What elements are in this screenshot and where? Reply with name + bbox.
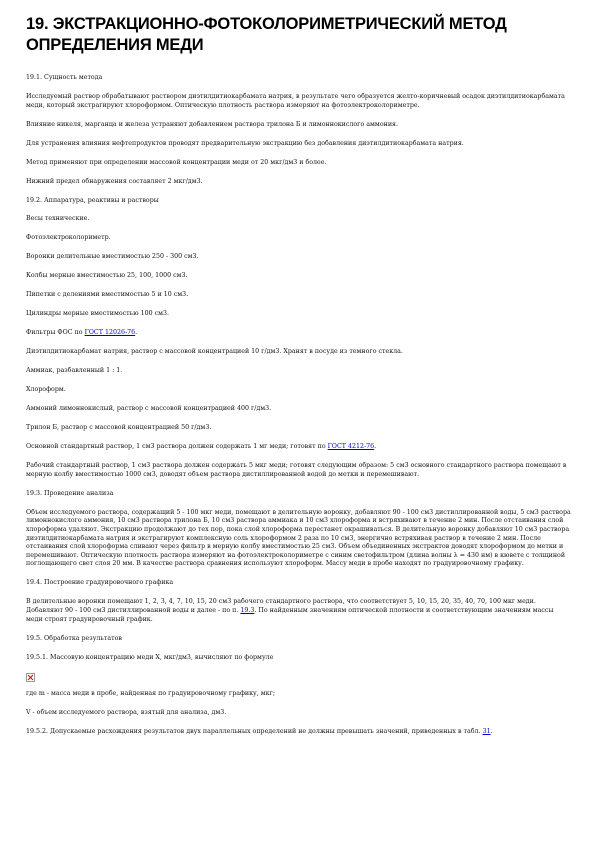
list-item: Аммоний лимоннокислый, раствор с массовой концентрацией 400 г/дм3. — [26, 405, 272, 413]
paragraph: Нижний предел обнаружения составляет 2 мкг/дм3. — [26, 177, 203, 185]
paragraph — [26, 598, 571, 624]
list-item: Колбы мерные вместимостью 25, 100, 1000 см3. — [26, 272, 188, 280]
list-item: Трилон Б, раствор с массовой концентрацией 50 г/дм3. — [26, 424, 212, 432]
list-item: Пипетки с делениями вместимостью 5 и 10 см3. — [26, 291, 189, 299]
document-body — [26, 74, 571, 747]
list-item — [26, 329, 571, 338]
paragraph: V - объем исследуемого раствора, взятый для анализа, дм3. — [26, 709, 227, 717]
section-heading-19-5: 19.5. Обработка результатов — [26, 634, 122, 642]
gost-12026-link[interactable]: ГОСТ 12026-76 — [84, 329, 136, 337]
paragraph — [26, 728, 571, 737]
paragraph: Для устранения влияния нефтепродуктов проводят предварительную экстракцию без добавления диэтилдитиокарбамата натрия. — [26, 139, 464, 147]
table-31-link[interactable]: 31 — [482, 728, 491, 736]
list-item: Аммиак, разбавленный 1 : 1. — [26, 367, 123, 375]
text: . — [135, 329, 138, 337]
paragraph: где m - масса меди в пробе, найденная по градуировочному графику, мкг; — [26, 690, 276, 698]
list-item: Воронки делительные вместимостью 250 - 300 см3. — [26, 253, 199, 261]
section-heading-19-3: 19.3. Проведение анализа — [26, 489, 114, 497]
text: Основной стандартный раствор, 1 см3 раствора должен содержать 1 мг меди; готовят по — [26, 443, 328, 451]
list-item — [26, 443, 571, 452]
list-item: Диэтилдитиокарбамат натрия, раствор с массовой концентрацией 10 г/дм3. Хранят в посуде из темного стекла. — [26, 348, 403, 356]
gost-4212-link[interactable]: ГОСТ 4212-76 — [327, 443, 375, 451]
page-title: 19. ЭКСТРАКЦИОННО-ФОТОКОЛОРИМЕТРИЧЕСКИЙ МЕТОД ОПРЕДЕЛЕНИЯ МЕДИ — [26, 15, 507, 54]
section-heading-19-4: 19.4. Построение градуировочного графика — [26, 579, 174, 587]
list-item: Цилиндры мерные вместимостью 100 см3. — [26, 310, 170, 318]
paragraph: Метод применяют при определении массовой концентрации меди от 20 мкг/дм3 и более. — [26, 158, 327, 166]
list-item: Весы технические. — [26, 215, 90, 223]
section-heading-19-2: 19.2. Аппаратура, реактивы и растворы — [26, 196, 159, 204]
text: Фильтры ФОС по — [26, 329, 85, 337]
list-item: Хлороформ. — [26, 386, 66, 394]
text: . — [374, 443, 377, 451]
section-heading-19-1: 19.1. Сущность метода — [26, 74, 103, 81]
text: В делительные воронки помещают 1, 2, 3, 4, 7, 10, 15, 20 см3 рабочего стандартного раствора, что соответствует 5, 10, 15, 20, 35, 40, 70, 100 мкг меди. Добавляют 90 - 100 см3 дистиллированной воды и далее - по п. — [26, 598, 536, 614]
broken-image-icon — [26, 673, 35, 682]
paragraph: Объем исследуемого раствора, содержащий 5 - 100 мкг меди, помещают в делительную воронку, добавляют 90 - 100 см3 дистиллированной воды, 5 см3 раствора лимоннокислого аммония, 10 см3 раствора трилона Б, 10 см3 раствора аммиака и 10 см3 хлороформа и встряхивают в течение 2 мин. После отстаивания слой хлороформа удаляют. Экстракцию продолжают до тех пор, пока слой хлороформа перестанет окрашиваться. В делительную воронку добавляют 10 см3 раствора диэтилдитиокарбамата натрия и экстрагируют комплексную соль хлороформом 2 раза по 10 см3, энергично встряхивая раствор в течение 2 мин. После отстаивания слой хлороформа сливают через фильтр в мерную колбу вместимостью 25 см3. Объем объединенных экстрактов доводят хлороформом до метки и перемешивают. Оптическую плотность раствора измеряют на фотоэлектроколориметре с синим светофильтром (длина волны λ = 430 нм) в кювете с толщиной поглощающего свет слоя 20 мм. В качестве раствора сравнения используют хлороформ. Массу меди в пробе находят по градуировочному графику. — [26, 508, 571, 568]
formula-image — [26, 673, 571, 683]
list-item: Фотоэлектроколориметр. — [26, 234, 111, 242]
paragraph: 19.5.1. Массовую концентрацию меди X, мкг/дм3, вычисляют по формуле — [26, 653, 274, 661]
section-19-3-link[interactable]: 19.3 — [240, 606, 255, 614]
text: . По найденным значениям оптической плотности и соответствующим значениям массы меди строят градуировочный график. — [26, 606, 554, 623]
paragraph: Рабочий стандартный раствор, 1 см3 раствора должен содержать 5 мкг меди; готовят следующим образом: 5 см3 основного стандартного раствора помещают в мерную колбу вместимостью 1000 см3, доводят объем раствора дистиллированной водой до метки и перемешивают. — [26, 462, 567, 478]
paragraph: Влияние никеля, марганца и железа устраняют добавлением раствора трилона Б и лимоннокислого аммония. — [26, 120, 398, 128]
text: 19.5.2. Допускаемые расхождения результатов двух параллельных определений не должны превышать значений, приведенных в табл. — [26, 728, 483, 736]
paragraph: Исследуемый раствор обрабатывают раствором диэтилдитиокарбамата натрия, в результате чего образуется желто-коричневый осадок диэтилдитиокарбамата меди, который экстрагируют хлороформом. Оптическую плотность раствора измеряют на фотоэлектроколориметре. — [26, 92, 565, 109]
text: . — [490, 728, 493, 736]
